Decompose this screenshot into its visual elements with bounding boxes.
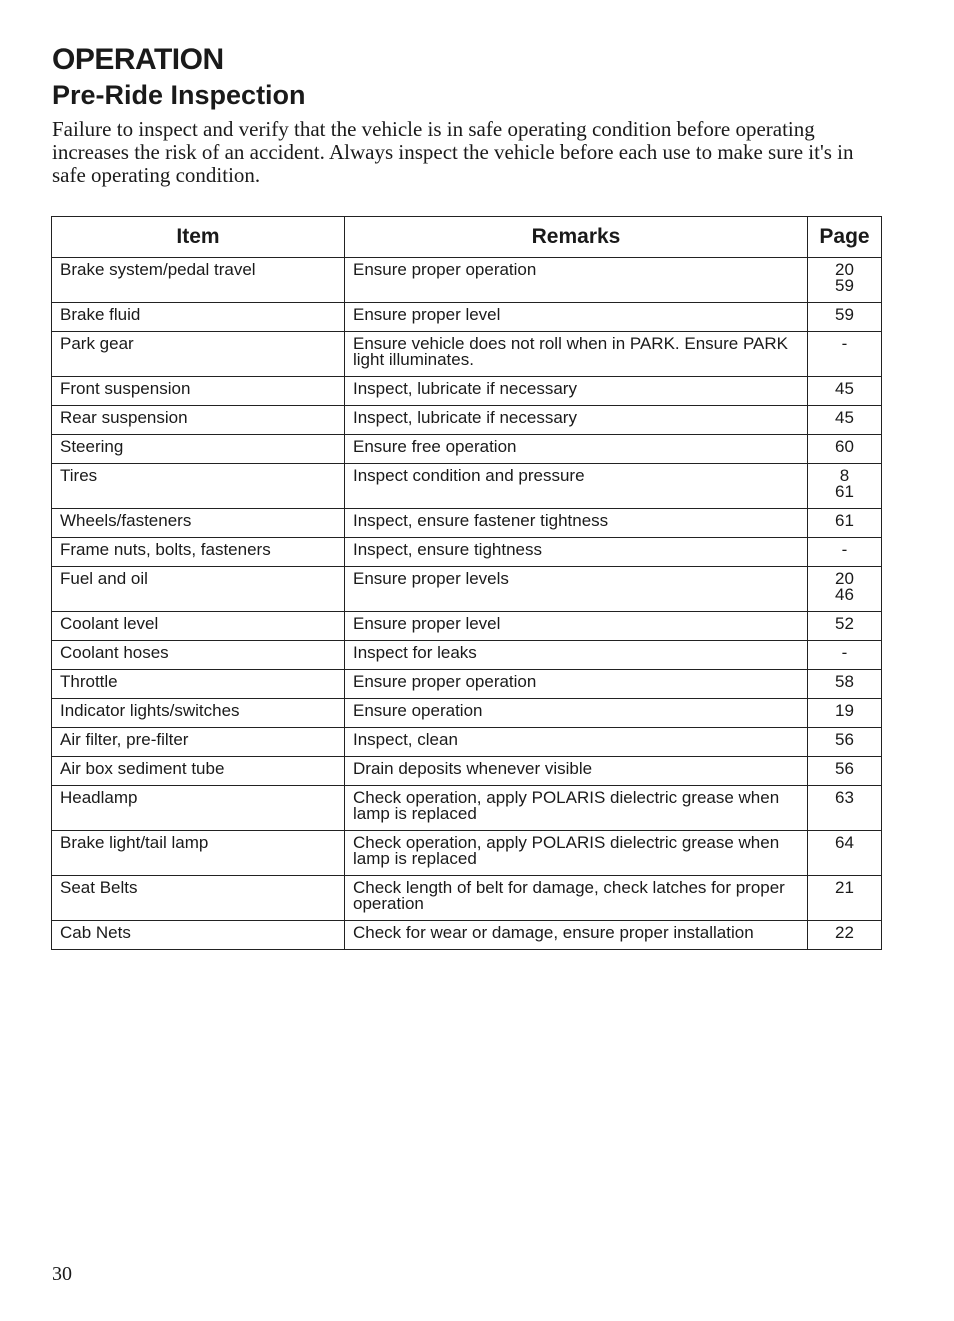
- remarks-cell: Drain deposits whenever visible: [345, 757, 808, 786]
- page-cell: [808, 641, 882, 670]
- item-cell: Park gear: [52, 332, 345, 377]
- table-row: [52, 509, 882, 538]
- item-cell: Frame nuts, bolts, fasteners: [52, 538, 345, 567]
- page-reference: 45: [835, 379, 854, 398]
- table-row: [52, 377, 882, 406]
- remarks-cell: Ensure proper operation: [345, 670, 808, 699]
- page-reference: 20: [835, 260, 854, 279]
- remarks-cell: Ensure proper level: [345, 612, 808, 641]
- remarks-cell: Ensure free operation: [345, 435, 808, 464]
- item-cell: Steering: [52, 435, 345, 464]
- page-reference: 58: [835, 672, 854, 691]
- remarks-cell: Inspect, ensure tightness: [345, 538, 808, 567]
- page-reference: 56: [835, 759, 854, 778]
- table-header-row: [52, 217, 882, 258]
- table-row: [52, 786, 882, 831]
- page-reference: 59: [835, 276, 854, 295]
- table-row: [52, 258, 882, 303]
- table-row: [52, 670, 882, 699]
- page-reference: 8: [839, 466, 850, 485]
- table-row: [52, 406, 882, 435]
- page-number: 30: [52, 1263, 72, 1285]
- item-cell: Front suspension: [52, 377, 345, 406]
- item-cell: Tires: [52, 464, 345, 509]
- page-reference: 63: [835, 788, 854, 807]
- page-reference: -: [841, 643, 848, 662]
- remarks-cell: Inspect, lubricate if necessary: [345, 377, 808, 406]
- remarks-cell: Check operation, apply POLARIS dielectric grease when lamp is replaced: [345, 786, 808, 831]
- table-row: [52, 921, 882, 950]
- item-cell: Coolant hoses: [52, 641, 345, 670]
- remarks-cell: Ensure proper level: [345, 303, 808, 332]
- remarks-cell: Ensure proper levels: [345, 567, 808, 612]
- table-body: [52, 258, 882, 950]
- remarks-cell: Ensure proper operation: [345, 258, 808, 303]
- remarks-cell: Check length of belt for damage, check latches for proper operation: [345, 876, 808, 921]
- remarks-cell: Inspect condition and pressure: [345, 464, 808, 509]
- remarks-cell: Ensure vehicle does not roll when in PARK. Ensure PARK light illuminates.: [345, 332, 808, 377]
- subsection-title: Pre-Ride Inspection: [52, 80, 306, 110]
- item-cell: Headlamp: [52, 786, 345, 831]
- table-row: [52, 757, 882, 786]
- table-row: [52, 728, 882, 757]
- page-cell: [808, 728, 882, 757]
- page-cell: [808, 332, 882, 377]
- page-reference: 59: [835, 305, 854, 324]
- pre-ride-inspection-table: [51, 216, 882, 950]
- item-cell: Fuel and oil: [52, 567, 345, 612]
- page-cell: [808, 757, 882, 786]
- page-reference: 21: [835, 878, 854, 897]
- item-cell: Indicator lights/switches: [52, 699, 345, 728]
- table-row: [52, 464, 882, 509]
- item-cell: Rear suspension: [52, 406, 345, 435]
- column-header-page: Page: [808, 217, 882, 258]
- page-reference: 19: [835, 701, 854, 720]
- page-cell: [808, 567, 882, 612]
- page-cell: [808, 876, 882, 921]
- table-row: [52, 332, 882, 377]
- page-reference: 52: [835, 614, 854, 633]
- table-row: [52, 699, 882, 728]
- page-reference: 61: [835, 482, 854, 501]
- page-cell: [808, 406, 882, 435]
- remarks-cell: Inspect for leaks: [345, 641, 808, 670]
- item-cell: Coolant level: [52, 612, 345, 641]
- page-cell: [808, 464, 882, 509]
- page-cell: [808, 699, 882, 728]
- item-cell: Cab Nets: [52, 921, 345, 950]
- intro-paragraph: Failure to inspect and verify that the vehicle is in safe operating condition before operating increases the risk of an accident. Always inspect the vehicle before each use to make sure it's in safe operating condition.: [52, 117, 854, 187]
- page-reference: 20: [835, 569, 854, 588]
- column-header-item: Item: [52, 217, 345, 258]
- page-cell: [808, 258, 882, 303]
- page-cell: [808, 435, 882, 464]
- item-cell: Brake fluid: [52, 303, 345, 332]
- item-cell: Throttle: [52, 670, 345, 699]
- page-cell: [808, 303, 882, 332]
- page-reference: 46: [835, 585, 854, 604]
- table-row: [52, 612, 882, 641]
- table-row: [52, 831, 882, 876]
- table-row: [52, 303, 882, 332]
- page-reference: 22: [835, 923, 854, 942]
- item-cell: Brake light/tail lamp: [52, 831, 345, 876]
- section-title: OPERATION: [52, 43, 224, 76]
- page-cell: [808, 538, 882, 567]
- page-reference: -: [841, 334, 848, 353]
- page-reference: 61: [835, 511, 854, 530]
- item-cell: Seat Belts: [52, 876, 345, 921]
- item-cell: Wheels/fasteners: [52, 509, 345, 538]
- page-reference: 45: [835, 408, 854, 427]
- page-cell: [808, 670, 882, 699]
- remarks-cell: Check operation, apply POLARIS dielectric grease when lamp is replaced: [345, 831, 808, 876]
- page-cell: [808, 509, 882, 538]
- remarks-cell: Check for wear or damage, ensure proper installation: [345, 921, 808, 950]
- page-reference: 64: [835, 833, 854, 852]
- table-row: [52, 641, 882, 670]
- remarks-cell: Inspect, ensure fastener tightness: [345, 509, 808, 538]
- page-reference: 60: [835, 437, 854, 456]
- item-cell: Air filter, pre-filter: [52, 728, 345, 757]
- remarks-cell: Inspect, clean: [345, 728, 808, 757]
- page-cell: [808, 831, 882, 876]
- table-row: [52, 435, 882, 464]
- page-cell: [808, 921, 882, 950]
- page-cell: [808, 786, 882, 831]
- item-cell: Brake system/pedal travel: [52, 258, 345, 303]
- page-reference: -: [841, 540, 848, 559]
- remarks-cell: Ensure operation: [345, 699, 808, 728]
- remarks-cell: Inspect, lubricate if necessary: [345, 406, 808, 435]
- table-row: [52, 567, 882, 612]
- column-header-remarks: Remarks: [345, 217, 808, 258]
- table-row: [52, 876, 882, 921]
- page-reference: 56: [835, 730, 854, 749]
- page-cell: [808, 612, 882, 641]
- page-cell: [808, 377, 882, 406]
- table-row: [52, 538, 882, 567]
- item-cell: Air box sediment tube: [52, 757, 345, 786]
